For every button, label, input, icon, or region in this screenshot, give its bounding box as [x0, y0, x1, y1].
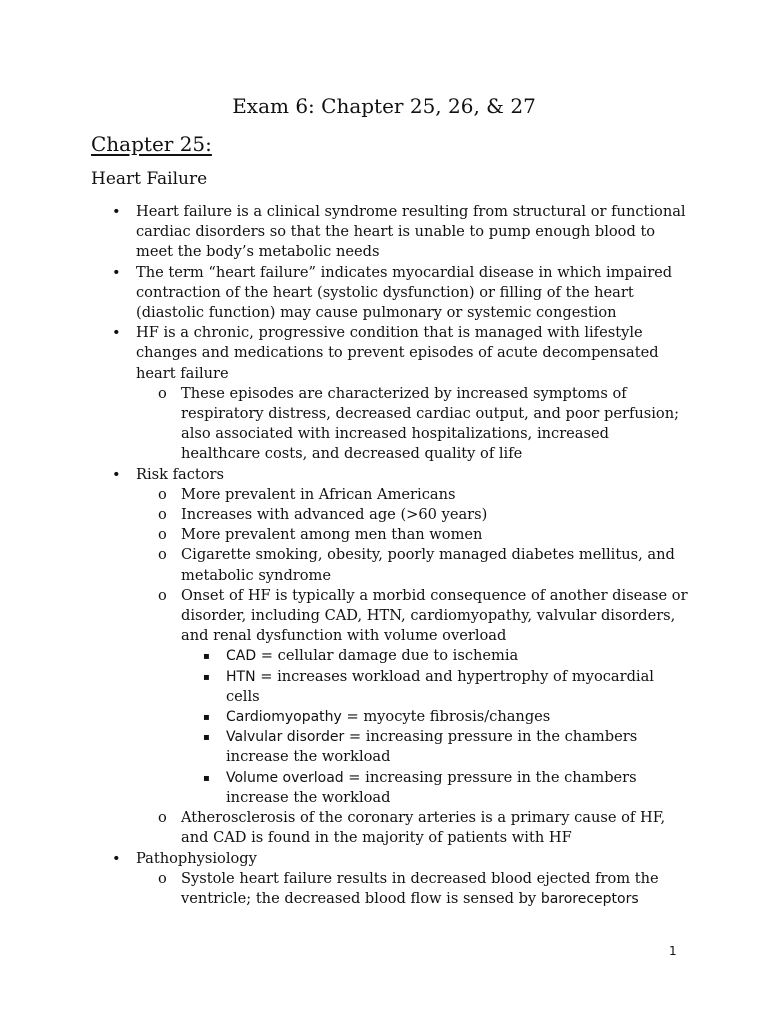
square-bullet-marker: ▪: [203, 651, 210, 663]
sub-sub-list-item: [0, 646, 768, 666]
sub-sub-list-item: [0, 667, 768, 707]
sub-bullet-marker: o: [158, 809, 167, 827]
item-text: Atherosclerosis of the coronary arteries is a primary cause of HF, and CAD is found in the majority of patients with HF: [181, 809, 666, 847]
square-bullet-marker: ▪: [203, 712, 210, 724]
item-text: Systole heart failure results in decreased blood ejected from the ventricle; the decreased blood flow is sensed by: [181, 869, 659, 907]
sub-sub-list-item: [0, 727, 768, 767]
sub-list-item: [0, 545, 768, 585]
term-label: Valvular disorder: [226, 729, 345, 746]
term-label: Volume overload: [226, 769, 344, 786]
term-label: baroreceptors: [540, 890, 639, 907]
item-text: Pathophysiology: [136, 849, 257, 867]
item-text: HF is a chronic, progressive condition that is managed with lifestyle changes and medications to prevent episodes of acute decompensated heart failure: [136, 324, 659, 382]
sub-list-item: [0, 586, 768, 647]
item-text: Increases with advanced age (>60 years): [181, 506, 488, 524]
sub-list-item: [0, 808, 768, 848]
bullet-list: [0, 202, 768, 909]
sub-bullet-marker: o: [158, 526, 167, 544]
term-label: HTN: [226, 668, 256, 685]
sub-list-item: [0, 505, 768, 525]
item-text: = increasing pressure in the chambers increase the workload: [226, 728, 638, 766]
bullet-marker: •: [112, 849, 121, 867]
item-text: These episodes are characterized by increased symptoms of respiratory distress, decreased cardiac output, and poor perfusion; also associated with increased hospitalizations, increased healthcare costs, and decreased quality of life: [181, 384, 680, 463]
item-text: Risk factors: [136, 465, 225, 483]
bullet-marker: •: [112, 465, 121, 483]
page-title: Exam 6: Chapter 25, 26, & 27: [232, 94, 536, 118]
section-heading: Heart Failure: [91, 169, 208, 189]
bullet-marker: •: [112, 263, 121, 281]
square-bullet-marker: ▪: [203, 772, 210, 784]
sub-sub-list-item: [0, 707, 768, 727]
sub-bullet-marker: o: [158, 384, 167, 402]
list-item: [0, 202, 768, 263]
square-bullet-marker: ▪: [203, 671, 210, 683]
sub-bullet-marker: o: [158, 485, 167, 503]
sub-list-item: [0, 485, 768, 505]
item-text: = cellular damage due to ischemia: [256, 647, 519, 665]
sub-list-item: [0, 869, 768, 909]
item-text: Heart failure is a clinical syndrome resulting from structural or functional cardiac disorders so that the heart is unable to pump enough blood to meet the body’s metabolic needs: [136, 203, 686, 261]
sub-bullet-marker: o: [158, 506, 167, 524]
term-label: CAD: [226, 648, 257, 665]
item-text: = myocyte fibrosis/changes: [341, 708, 551, 726]
sub-bullet-marker: o: [158, 546, 167, 564]
item-text: = increasing pressure in the chambers increase the workload: [226, 768, 637, 806]
list-item: [0, 849, 768, 869]
chapter-heading: Chapter 25:: [91, 132, 212, 156]
item-text: Onset of HF is typically a morbid consequence of another disease or disorder, including CAD, HTN, cardiomyopathy, valvular disorders, and renal dysfunction with volume overload: [181, 586, 688, 645]
item-text: More prevalent among men than women: [181, 526, 483, 544]
list-item: [0, 263, 768, 324]
bullet-marker: •: [112, 203, 121, 220]
bullet-marker: •: [112, 324, 121, 342]
list-item: [0, 323, 768, 384]
sub-bullet-marker: o: [158, 869, 167, 887]
sub-sub-list-item: [0, 768, 768, 808]
sub-list-item: [0, 525, 768, 545]
list-item: [0, 465, 768, 485]
item-text: = increases workload and hypertrophy of myocardial cells: [226, 667, 654, 705]
item-text: The term “heart failure” indicates myocardial disease in which impaired contraction of the heart (systolic dysfunction) or filling of the heart (diastolic function) may cause pulmonary or systemic congestion: [136, 263, 673, 322]
sub-list-item: [0, 384, 768, 465]
term-label: Cardiomyopathy: [226, 709, 342, 726]
item-text: More prevalent in African Americans: [181, 485, 456, 503]
item-text: Cigarette smoking, obesity, poorly managed diabetes mellitus, and metabolic syndrome: [181, 546, 675, 584]
sub-bullet-marker: o: [158, 586, 167, 604]
square-bullet-marker: ▪: [203, 732, 210, 744]
page-number: 1: [669, 944, 677, 958]
